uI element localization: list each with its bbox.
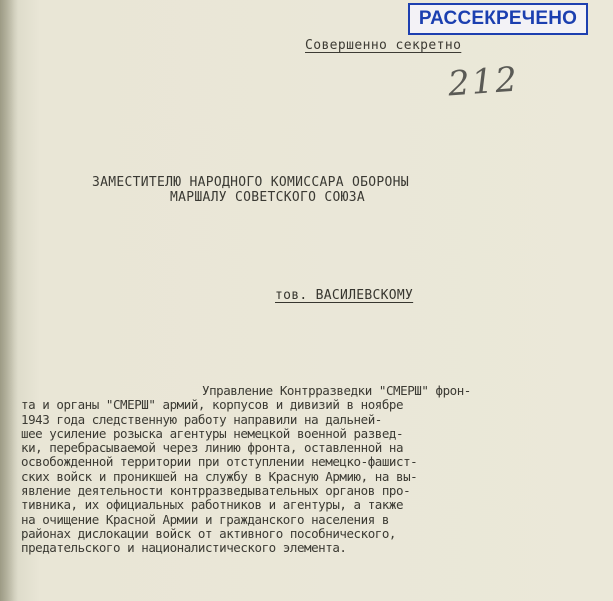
declassified-stamp: РАССЕКРЕЧЕНО (408, 3, 588, 35)
addressee-block (92, 175, 492, 205)
body-line: 1943 года следственную работу направили на дальней- (21, 411, 382, 427)
body-line: районах дислокации войск от активного пособнического, (21, 525, 397, 541)
body-line: шее усиление розыска агентуры немецкой военной развед- (21, 425, 404, 441)
greeting: тов. ВАСИЛЕВСКОМУ (275, 288, 414, 303)
classification-label: Совершенно секретно (305, 38, 462, 53)
body-line: освобожденной территории при отступлении немецко-фашист- (21, 454, 418, 470)
body-line: явление деятельности контрразведывательных органов про- (21, 483, 411, 499)
body-line: предательского и националистического элемента. (21, 540, 347, 556)
body-line: на очищение Красной Армии и гражданского населения в (21, 511, 389, 527)
body-line: ки, перебрасываемой через линию фронта, оставленной на (21, 440, 404, 456)
handwritten-page-number: 212 (446, 59, 521, 105)
binding-shadow (0, 0, 18, 601)
body-line: Управление Контрразведки "СМЕРШ" фрон- (202, 383, 471, 398)
body-line: та и органы "СМЕРШ" армий, корпусов и дивизий в ноябре (21, 397, 404, 413)
body-line: тивника, их официальных работников и агентуры, а также (21, 497, 404, 513)
addressee-line-2: МАРШАЛУ СОВЕТСКОГО СОЮЗА (170, 190, 366, 205)
addressee-line-1: ЗАМЕСТИТЕЛЮ НАРОДНОГО КОМИССАРА ОБОРОНЫ (92, 175, 409, 190)
body-line: ских войск и проникшей на службу в Красную Армию, на вы- (21, 468, 418, 484)
body-paragraph (21, 384, 581, 556)
